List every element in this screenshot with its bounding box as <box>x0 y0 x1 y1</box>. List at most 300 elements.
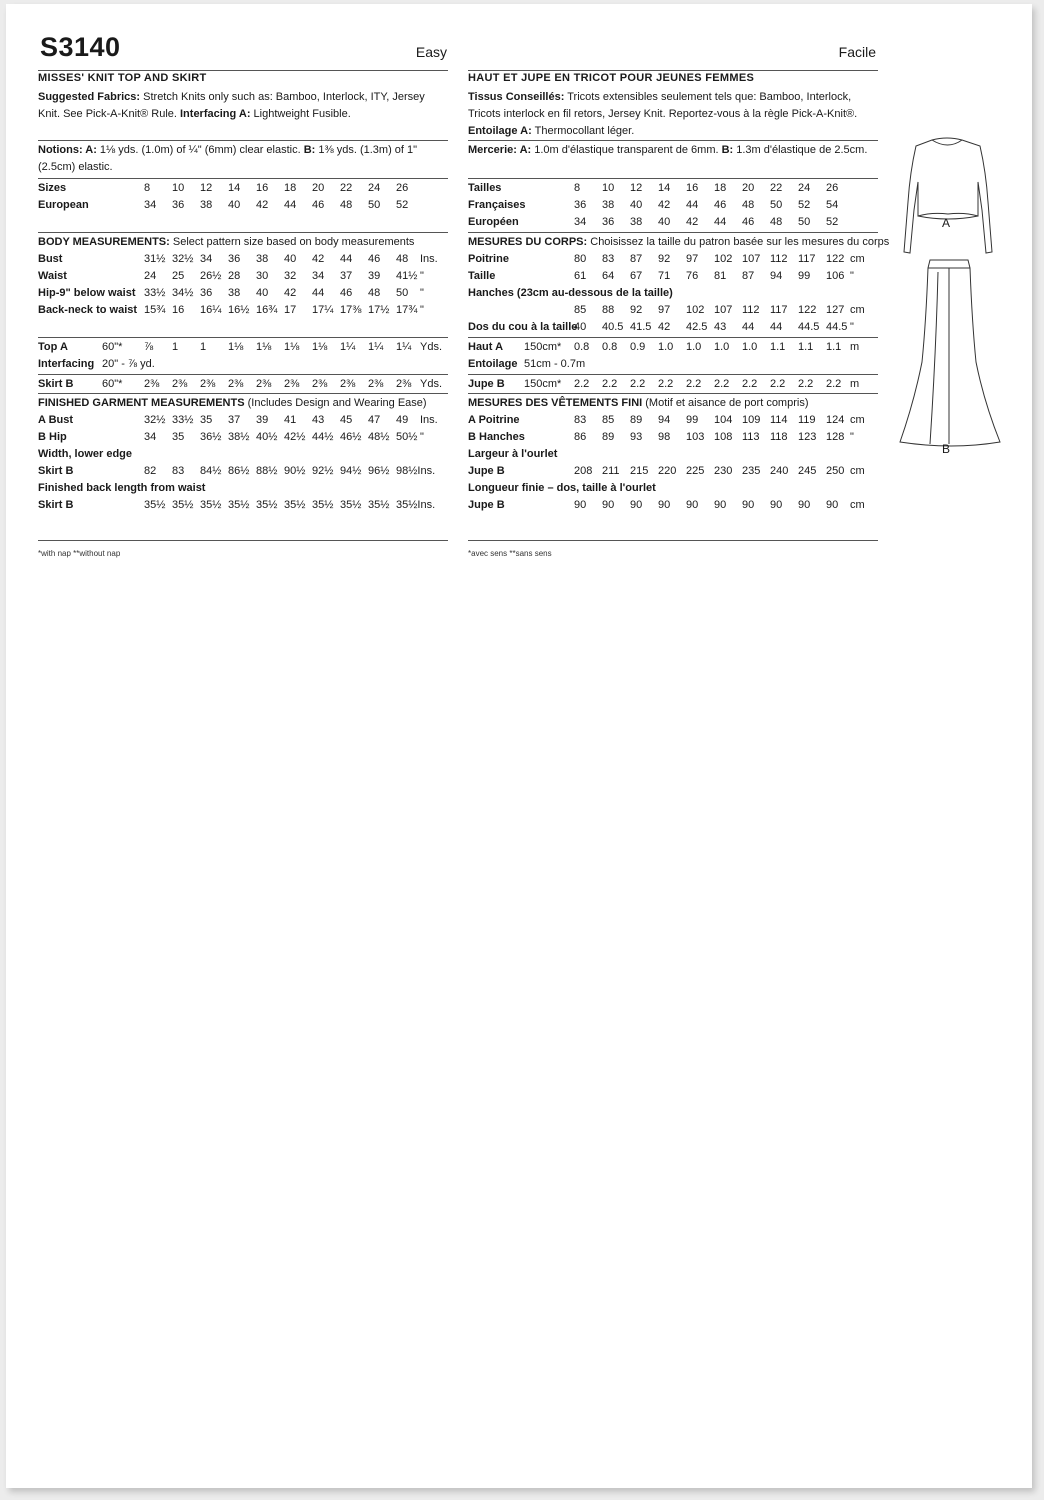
row-value: 87 <box>630 253 643 265</box>
row-value: 124 <box>826 414 845 426</box>
row-value: 1¼ <box>340 341 356 353</box>
row-value: 2⅜ <box>340 378 356 390</box>
row-value: 108 <box>714 431 733 443</box>
section-rule <box>468 393 878 394</box>
row-value: 35½ <box>256 499 278 511</box>
row-value: 117 <box>770 304 788 316</box>
row-value: 33½ <box>172 414 194 426</box>
row-value: 83 <box>602 253 615 265</box>
row-value: 109 <box>742 414 761 426</box>
row-value: 35½ <box>228 499 250 511</box>
row-value: 2⅜ <box>200 378 216 390</box>
row-value: 88½ <box>256 465 278 477</box>
row-value: 225 <box>686 465 705 477</box>
row-value: 118 <box>770 431 788 443</box>
row-value: 99 <box>686 414 699 426</box>
row-label: Tailles <box>468 182 502 194</box>
section-rule <box>38 393 448 394</box>
row-value: 12 <box>630 182 643 194</box>
row-value: 46 <box>714 199 727 211</box>
row-label: Jupe B <box>468 499 505 511</box>
row-value: 43 <box>312 414 325 426</box>
table-row <box>468 319 878 336</box>
row-value: 107 <box>714 304 733 316</box>
row-value: 82 <box>144 465 157 477</box>
row-value: 17¾ <box>396 304 418 316</box>
row-value: 30 <box>256 270 269 282</box>
notions-text-a: 1.0m d'élastique transparent de 6mm. <box>531 144 722 156</box>
row-value: 2⅜ <box>172 378 188 390</box>
row-value: 26½ <box>200 270 222 282</box>
row-value: 92½ <box>312 465 334 477</box>
row-unit: cm <box>850 253 865 265</box>
notions-label-b: B: <box>721 144 734 156</box>
row-value: 8 <box>144 182 151 194</box>
row-label: Top A <box>38 341 68 353</box>
row-sublabel: 60"* <box>102 378 123 390</box>
row-label: B Hanches <box>468 431 525 443</box>
row-value: 83 <box>574 414 587 426</box>
row-value: 44 <box>312 287 325 299</box>
section-rule <box>38 540 448 541</box>
row-value: 80 <box>574 253 587 265</box>
row-label: Hip-9" below waist <box>38 287 136 299</box>
row-value: 250 <box>826 465 845 477</box>
row-label: Haut A <box>468 341 504 353</box>
difficulty-fr: Facile <box>838 44 876 60</box>
row-value: 1⅛ <box>284 341 300 353</box>
row-unit: Ins. <box>420 253 438 265</box>
row-value: 94 <box>658 414 671 426</box>
row-value: 36 <box>574 199 587 211</box>
row-value: 89 <box>630 414 643 426</box>
row-value: 76 <box>686 270 699 282</box>
row-value: 0.8 <box>602 341 618 353</box>
row-value: 107 <box>742 253 761 265</box>
row-label: Taille <box>468 270 496 282</box>
table-row <box>38 339 448 356</box>
difficulty-en: Easy <box>415 44 447 60</box>
row-value: 90 <box>714 499 727 511</box>
row-sublabel: 51cm - 0.7m <box>524 358 586 370</box>
row-value: 52 <box>826 216 839 228</box>
row-label: European <box>38 199 89 211</box>
row-value: 49 <box>396 414 409 426</box>
row-value: 2.2 <box>602 378 618 390</box>
section-rule <box>468 140 878 141</box>
table-row <box>38 251 448 268</box>
row-value: 32½ <box>172 253 194 265</box>
row-value: 34 <box>312 270 325 282</box>
row-sublabel: 150cm* <box>524 378 562 390</box>
row-value: 94½ <box>340 465 362 477</box>
row-value: 42 <box>686 216 699 228</box>
heading-bold: MESURES DU CORPS: <box>468 236 588 248</box>
row-value: 98 <box>658 431 671 443</box>
heading-rest: Select pattern size based on body measurements <box>169 236 415 248</box>
heading-bold: BODY MEASUREMENTS: <box>38 236 170 248</box>
interfacing-text: Thermocollant léger. <box>531 125 635 137</box>
row-value: 1.1 <box>798 341 814 353</box>
row-value: 112 <box>742 304 760 316</box>
row-value: 48 <box>742 199 755 211</box>
row-unit: cm <box>850 304 865 316</box>
table-row <box>468 197 878 214</box>
skirt-b-illustration <box>900 260 1000 446</box>
row-value: 18 <box>714 182 727 194</box>
row-value: 34 <box>144 431 157 443</box>
section-heading <box>468 395 809 412</box>
row-value: 8 <box>574 182 581 194</box>
row-value: 39 <box>368 270 381 282</box>
row-value: 1.0 <box>658 341 674 353</box>
row-value: 2.2 <box>686 378 702 390</box>
fabrics-text: Tricots extensibles seulement tels que: Bamboo, Interlock, Tricots interlock en fil retors, Jersey Knit. Reportez-vous à la règle Pick-A-Knit®. <box>468 91 858 120</box>
section-heading <box>38 446 132 463</box>
row-value: 2.2 <box>770 378 786 390</box>
row-value: 41.5 <box>630 321 652 333</box>
row-value: 92 <box>658 253 671 265</box>
row-value: 97 <box>686 253 699 265</box>
row-value: 36 <box>172 199 185 211</box>
row-value: 46 <box>340 287 353 299</box>
row-value: 35½ <box>200 499 222 511</box>
row-value: 2.2 <box>658 378 674 390</box>
row-value: 48 <box>396 253 409 265</box>
row-value: 1⅛ <box>256 341 272 353</box>
row-value: 0.9 <box>630 341 646 353</box>
row-value: 99 <box>798 270 811 282</box>
row-value: 96½ <box>368 465 390 477</box>
row-value: 83 <box>172 465 185 477</box>
row-value: 1¼ <box>368 341 384 353</box>
row-value: 36½ <box>200 431 222 443</box>
row-value: 90 <box>742 499 755 511</box>
row-value: 40½ <box>256 431 278 443</box>
row-value: 44 <box>714 216 727 228</box>
row-label: B Hip <box>38 431 67 443</box>
section-rule <box>38 178 448 179</box>
row-value: 10 <box>602 182 615 194</box>
row-value: 1.0 <box>686 341 702 353</box>
row-value: 42 <box>312 253 325 265</box>
row-value: 32½ <box>144 414 166 426</box>
row-value: 44 <box>770 321 783 333</box>
row-sublabel: 20" - ⅞ yd. <box>102 358 155 370</box>
row-value: 16½ <box>228 304 250 316</box>
heading-bold: FINISHED GARMENT MEASUREMENTS <box>38 397 245 409</box>
row-value: 44 <box>284 199 297 211</box>
row-unit: " <box>850 321 854 333</box>
row-value: 16¼ <box>200 304 222 316</box>
row-value: 40 <box>228 199 241 211</box>
length-heading: Longueur finie – dos, taille à l'ourlet <box>468 482 656 494</box>
row-value: 48½ <box>368 431 390 443</box>
row-value: 33½ <box>144 287 166 299</box>
row-value: 85 <box>602 414 615 426</box>
notions-label: Notions: A: <box>38 144 97 156</box>
row-value: 103 <box>686 431 705 443</box>
row-value: 44 <box>686 199 699 211</box>
row-value: 32 <box>284 270 297 282</box>
row-value: 52 <box>798 199 811 211</box>
row-value: 16 <box>172 304 185 316</box>
table-row <box>468 356 878 373</box>
row-value: 48 <box>770 216 783 228</box>
row-unit: Yds. <box>420 341 443 353</box>
row-value: 26 <box>826 182 839 194</box>
row-value: 2.2 <box>630 378 646 390</box>
fabrics-label: Suggested Fabrics: <box>38 91 141 103</box>
row-value: 90 <box>826 499 839 511</box>
row-value: 10 <box>172 182 185 194</box>
interfacing-text: Lightweight Fusible. <box>250 108 351 120</box>
table-row <box>468 463 878 480</box>
row-value: 35½ <box>312 499 334 511</box>
row-value: 208 <box>574 465 593 477</box>
row-value: 123 <box>798 431 817 443</box>
row-value: 2⅜ <box>228 378 244 390</box>
row-value: 86 <box>574 431 587 443</box>
row-value: 24 <box>798 182 811 194</box>
section-rule <box>38 374 448 375</box>
figure-label-a: A <box>942 216 951 230</box>
row-value: 1 <box>172 341 179 353</box>
row-unit: Yds. <box>420 378 443 390</box>
suggested-fabrics <box>468 89 878 140</box>
row-value: 22 <box>770 182 783 194</box>
row-value: 41½ <box>396 270 418 282</box>
row-value: 2⅜ <box>284 378 300 390</box>
row-label: Skirt B <box>38 499 74 511</box>
heading-rest: (Includes Design and Wearing Ease) <box>244 397 427 409</box>
section-rule <box>468 337 878 338</box>
section-rule <box>468 374 878 375</box>
row-value: 12 <box>200 182 213 194</box>
row-value: 0.8 <box>574 341 590 353</box>
row-value: 2⅜ <box>368 378 384 390</box>
heading-rest: (Motif et aisance de port compris) <box>642 397 809 409</box>
hips-heading: Hanches (23cm au-dessous de la taille) <box>468 287 673 299</box>
section-rule <box>468 540 878 541</box>
row-value: 42.5 <box>686 321 708 333</box>
row-value: 245 <box>798 465 817 477</box>
row-unit: " <box>420 270 424 282</box>
row-value: 235 <box>742 465 761 477</box>
row-value: 88 <box>602 304 615 316</box>
row-value: 119 <box>798 414 816 426</box>
row-value: 31½ <box>144 253 166 265</box>
row-value: 26 <box>396 182 409 194</box>
row-value: 90 <box>770 499 783 511</box>
row-value: 35 <box>200 414 213 426</box>
table-row <box>468 251 878 268</box>
row-unit: cm <box>850 465 865 477</box>
row-value: 50½ <box>396 431 418 443</box>
row-value: 24 <box>144 270 157 282</box>
row-value: 50 <box>368 199 381 211</box>
row-label: Européen <box>468 216 519 228</box>
row-value: 90 <box>630 499 643 511</box>
row-value: 40 <box>658 216 671 228</box>
row-value: 44.5 <box>798 321 820 333</box>
row-value: 38 <box>630 216 643 228</box>
row-value: 92 <box>630 304 643 316</box>
row-value: 50 <box>770 199 783 211</box>
row-value: 127 <box>826 304 845 316</box>
table-row <box>38 180 448 197</box>
row-value: 40 <box>630 199 643 211</box>
table-row <box>468 412 878 429</box>
table-row <box>38 412 448 429</box>
row-value: 46 <box>368 253 381 265</box>
notions-text-a: 1⅛ yds. (1.0m) of ¼" (6mm) clear elastic. <box>96 144 304 156</box>
row-label: Skirt B <box>38 465 74 477</box>
row-label: Waist <box>38 270 67 282</box>
row-value: 28 <box>228 270 241 282</box>
table-row <box>38 356 448 373</box>
section-rule <box>38 140 448 141</box>
row-value: 81 <box>714 270 727 282</box>
interfacing-label: Entoilage A: <box>468 125 532 137</box>
row-unit: " <box>420 431 424 443</box>
row-value: 46½ <box>340 431 362 443</box>
row-value: 36 <box>228 253 241 265</box>
row-value: 15¾ <box>144 304 166 316</box>
fabrics-label: Tissus Conseillés: <box>468 91 565 103</box>
row-value: 230 <box>714 465 733 477</box>
row-value: 35 <box>172 431 185 443</box>
notions-text-b: 1⅜ yds. (1.3m) of 1" (2.5cm) elastic. <box>38 144 418 173</box>
row-value: 46 <box>312 199 325 211</box>
row-value: 114 <box>770 414 788 426</box>
row-value: 117 <box>798 253 816 265</box>
garment-title: HAUT ET JUPE EN TRICOT POUR JEUNES FEMMES <box>468 72 755 84</box>
row-value: 18 <box>284 182 297 194</box>
row-value: 35½ <box>340 499 362 511</box>
row-unit: m <box>850 341 860 353</box>
row-value: 34 <box>574 216 587 228</box>
row-value: 113 <box>742 431 760 443</box>
row-value: 97 <box>658 304 671 316</box>
row-value: 1.1 <box>770 341 786 353</box>
row-sublabel: 60"* <box>102 341 123 353</box>
row-unit: cm <box>850 414 865 426</box>
garment-illustrations <box>892 132 1012 462</box>
row-label: A Bust <box>38 414 74 426</box>
row-value: 90 <box>574 499 587 511</box>
row-value: 47 <box>368 414 381 426</box>
table-row <box>468 376 878 393</box>
garment-title: MISSES' KNIT TOP AND SKIRT <box>38 72 207 84</box>
section-heading <box>468 285 673 302</box>
notions-text-b: 1.3m d'élastique de 2.5cm. <box>733 144 868 156</box>
section-rule <box>468 178 878 179</box>
row-value: 90 <box>798 499 811 511</box>
row-value: 50 <box>396 287 409 299</box>
row-value: 17¼ <box>312 304 334 316</box>
table-row <box>38 197 448 214</box>
row-value: 2⅜ <box>312 378 328 390</box>
row-value: 14 <box>228 182 241 194</box>
table-row <box>468 339 878 356</box>
table-row <box>468 429 878 446</box>
section-rule <box>38 232 448 233</box>
row-value: 38 <box>228 287 241 299</box>
footnote: *with nap **without nap <box>38 549 121 558</box>
row-label: Françaises <box>468 199 526 211</box>
row-value: 16 <box>686 182 699 194</box>
row-value: 1⅛ <box>312 341 328 353</box>
row-value: 67 <box>630 270 643 282</box>
table-row <box>468 497 878 514</box>
row-label: Poitrine <box>468 253 509 265</box>
row-value: 1.1 <box>826 341 842 353</box>
row-value: 44 <box>340 253 353 265</box>
row-value: 1.0 <box>714 341 730 353</box>
width-heading: Width, lower edge <box>38 448 133 460</box>
table-row <box>468 302 878 319</box>
row-value: 102 <box>714 253 733 265</box>
row-value: 112 <box>770 253 788 265</box>
row-value: 1 <box>200 341 207 353</box>
row-value: 211 <box>602 465 620 477</box>
row-value: 98½Ins. <box>396 465 436 477</box>
notions <box>38 142 448 176</box>
row-unit: Ins. <box>420 414 438 426</box>
row-value: 40.5 <box>602 321 624 333</box>
row-value: 93 <box>630 431 643 443</box>
row-value: 106 <box>826 270 845 282</box>
row-value: 2⅜ <box>396 378 412 390</box>
row-value: 44.5 <box>826 321 848 333</box>
row-value: 2.2 <box>574 378 590 390</box>
row-value: 22 <box>340 182 353 194</box>
row-value: 84½ <box>200 465 222 477</box>
row-value: 14 <box>658 182 671 194</box>
row-value: 86½ <box>228 465 250 477</box>
row-value: 90 <box>686 499 699 511</box>
row-value: 1¼ <box>396 341 412 353</box>
table-row <box>468 268 878 285</box>
pattern-back-sheet <box>6 4 1032 1488</box>
footnote: *avec sens **sans sens <box>468 549 552 558</box>
table-row <box>468 214 878 231</box>
row-value: 17½ <box>368 304 390 316</box>
row-value: 35½ <box>144 499 166 511</box>
section-heading <box>468 446 557 463</box>
row-unit: " <box>850 431 854 443</box>
row-value: 1.0 <box>742 341 758 353</box>
heading-bold: MESURES DES VÊTEMENTS FINI <box>468 397 643 409</box>
row-value: 42 <box>284 287 297 299</box>
notions <box>468 142 878 159</box>
table-row <box>38 302 448 319</box>
top-a-illustration <box>904 138 992 253</box>
row-unit: " <box>420 304 424 316</box>
row-value: 90½ <box>284 465 306 477</box>
table-row <box>38 497 448 514</box>
row-value: 42 <box>658 199 671 211</box>
row-value: 71 <box>658 270 671 282</box>
interfacing-label: Interfacing A: <box>180 108 251 120</box>
row-value: 50 <box>798 216 811 228</box>
row-value: 2.2 <box>714 378 730 390</box>
row-value: 38 <box>602 199 615 211</box>
row-label: Dos du cou à la taille <box>468 321 578 333</box>
row-label: A Poitrine <box>468 414 520 426</box>
row-value: 87 <box>742 270 755 282</box>
